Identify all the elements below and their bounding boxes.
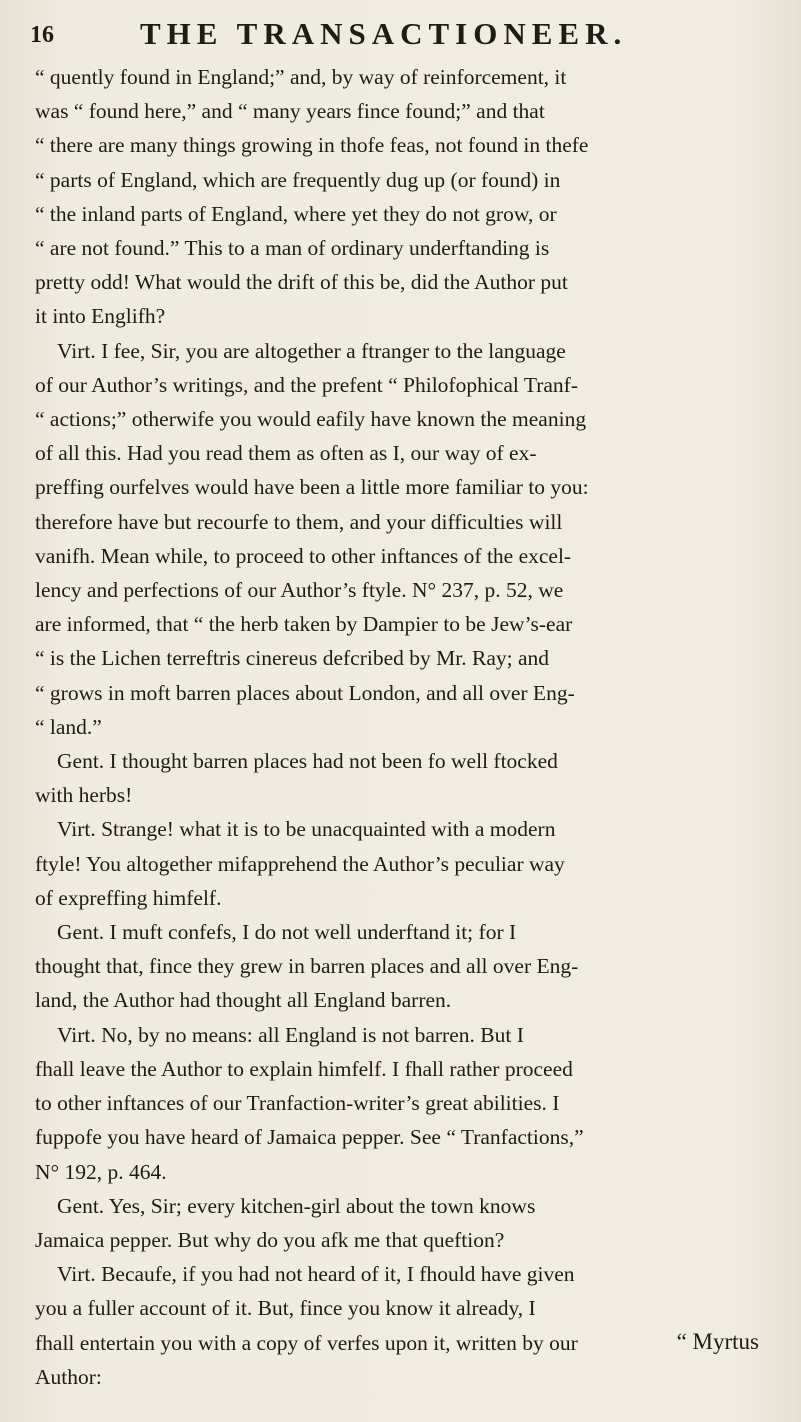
- text-line: Virt. No, by no means: all England is not barren. But I: [57, 1022, 524, 1047]
- text-line: Virt. Strange! what it is to be unacquainted with a modern: [57, 817, 556, 842]
- running-head: THE TRANSACTIONEER.: [140, 16, 628, 51]
- paragraph-opening: [35, 60, 760, 334]
- paragraph-gent-3: [35, 1189, 760, 1257]
- paragraph-virt-2: [35, 812, 760, 915]
- catchword: “ Myrtus: [676, 1329, 759, 1354]
- text-line: pretty odd! What would the drift of this be, did the Author put: [35, 270, 568, 295]
- text-line: of all this. Had you read them as often as I, our way of ex-: [35, 441, 537, 466]
- text-line: “ land.”: [35, 714, 102, 739]
- text-line: was “ found here,” and “ many years fince found;” and that: [35, 99, 545, 124]
- page-header: [30, 14, 780, 54]
- text-line: N° 192, p. 464.: [35, 1159, 167, 1184]
- text-line: preffing ourfelves would have been a little more familiar to you:: [35, 475, 589, 500]
- text-line: Gent. Yes, Sir; every kitchen-girl about the town knows: [57, 1193, 536, 1218]
- text-line: “ grows in moft barren places about London, and all over Eng-: [35, 680, 575, 705]
- text-line: land, the Author had thought all England barren.: [35, 988, 452, 1013]
- text-line: to other inftances of our Tranfaction-writer’s great abilities. I: [35, 1091, 560, 1116]
- text-line: Virt. I fee, Sir, you are altogether a ftranger to the language: [57, 338, 566, 363]
- text-line: of expreffing himfelf.: [35, 885, 222, 910]
- text-line: “ are not found.” This to a man of ordinary underftanding is: [35, 236, 550, 261]
- text-line: are informed, that “ the herb taken by Dampier to be Jew’s-ear: [35, 612, 573, 637]
- text-line: “ the inland parts of England, where yet they do not grow, or: [35, 201, 557, 226]
- text-line: “ is the Lichen terreftris cinereus defcribed by Mr. Ray; and: [35, 646, 550, 671]
- text-line: thought that, fince they grew in barren places and all over Eng-: [35, 954, 579, 979]
- text-line: it into Englifh?: [35, 304, 166, 329]
- text-line: you a fuller account of it. But, fince you know it already, I: [35, 1296, 536, 1321]
- text-line: “ there are many things growing in thofe feas, not found in thefe: [35, 133, 589, 158]
- paragraph-gent-1: [35, 744, 760, 812]
- paragraph-virt-1: [35, 334, 760, 744]
- text-line: vanifh. Mean while, to proceed to other inftances of the excel-: [35, 543, 572, 568]
- text-line: Gent. I thought barren places had not been fo well ftocked: [57, 749, 558, 774]
- text-line: fuppofe you have heard of Jamaica pepper. See “ Tranfactions,”: [35, 1125, 584, 1150]
- text-line: Virt. Becaufe, if you had not heard of it, I fhould have given: [57, 1262, 575, 1287]
- text-line: “ parts of England, which are frequently dug up (or found) in: [35, 167, 561, 192]
- text-line: “ quently found in England;” and, by way of reinforcement, it: [35, 65, 567, 89]
- text-line: Gent. I muft confefs, I do not well underftand it; for I: [57, 920, 517, 945]
- text-line: with herbs!: [35, 783, 133, 808]
- text-line: of our Author’s writings, and the prefent “ Philofophical Tranf-: [35, 372, 578, 397]
- text-line: Author:: [35, 1364, 102, 1389]
- paragraph-gent-2: [35, 915, 760, 1018]
- text-line: therefore have but recourfe to them, and your difficulties will: [35, 509, 563, 534]
- text-line: lency and perfections of our Author’s ftyle. N° 237, p. 52, we: [35, 578, 564, 603]
- text-line: fhall leave the Author to explain himfelf. I fhall rather proceed: [35, 1056, 573, 1081]
- text-line: fhall entertain you with a copy of verfes upon it, written by our: [35, 1330, 578, 1355]
- text-line: “ actions;” otherwife you would eafily have known the meaning: [35, 407, 587, 432]
- page-number: 16: [30, 22, 54, 48]
- paragraph-virt-4: [35, 1257, 760, 1394]
- paragraph-virt-3: [35, 1018, 760, 1189]
- text-line: ftyle! You altogether mifapprehend the Author’s peculiar way: [35, 851, 565, 876]
- body-text: [35, 60, 760, 1394]
- text-line: Jamaica pepper. But why do you afk me that queftion?: [35, 1227, 505, 1252]
